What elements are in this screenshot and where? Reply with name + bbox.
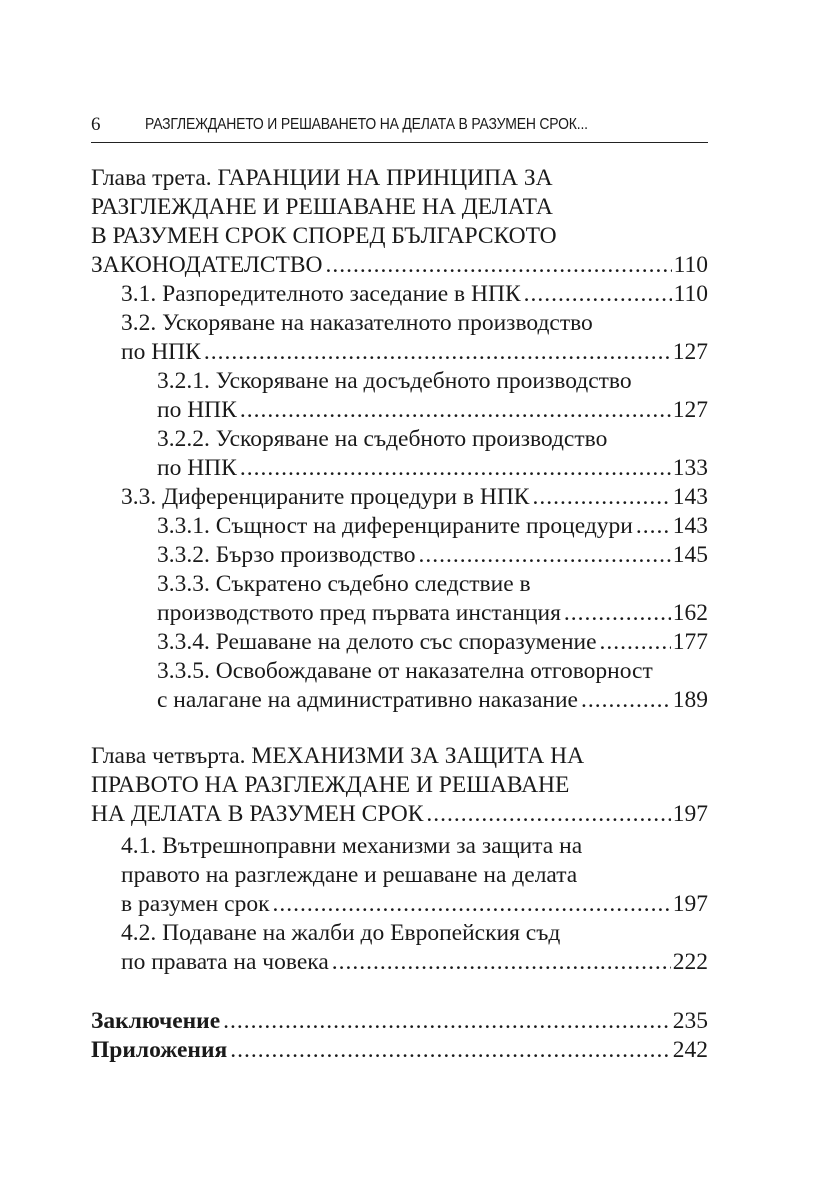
page-ref: 177: [672, 629, 708, 655]
page-number: 6: [91, 114, 101, 135]
leader-dots: [240, 395, 671, 425]
page-ref: 197: [672, 801, 708, 827]
page-ref: 143: [672, 513, 708, 539]
section-3-3-5-title-line-1: 3.3.5. Освобождаване от наказателна отговорност: [157, 658, 653, 684]
page-ref: 143: [672, 484, 708, 510]
section-title: 3.3.4. Решаване на делото със споразумение: [157, 629, 597, 655]
page-ref: 242: [672, 1037, 708, 1063]
section-3-2-title-line-1: 3.2. Ускоряване на наказателното производство: [121, 310, 593, 336]
leader-dots: [230, 1035, 671, 1065]
section-3-3-entry[interactable]: [121, 482, 708, 512]
page-ref: 197: [672, 891, 708, 917]
section-4-2-title-line-1: 4.2. Подаване на жалби до Европейския съд: [121, 920, 561, 946]
section-3-3-3-entry[interactable]: [157, 598, 708, 628]
conclusion-entry[interactable]: [91, 1006, 708, 1036]
section-3-3-3-title-line-1: 3.3.3. Съкратено съдебно следствие в: [157, 571, 531, 597]
appendices-entry[interactable]: [91, 1035, 708, 1065]
chapter-4-entry[interactable]: [91, 799, 708, 829]
section-3-3-2-entry[interactable]: [157, 540, 708, 570]
section-title: 3.1. Разпоредителното заседание в НПК: [121, 281, 521, 307]
leader-dots: [524, 279, 672, 309]
section-title-line-2: по НПК: [157, 397, 237, 423]
section-4-2-entry[interactable]: [121, 947, 708, 977]
chapter-4-title-line-2: ПРАВОТО НА РАЗГЛЕЖДАНЕ И РЕШАВАНЕ: [91, 772, 570, 798]
chapter-3-entry[interactable]: [91, 250, 708, 280]
section-3-2-2-title-line-1: 3.2.2. Ускоряване на съдебното производство: [157, 426, 608, 452]
section-3-1-entry[interactable]: [121, 279, 708, 309]
chapter-3-title-line-2: РАЗГЛЕЖДАНЕ И РЕШАВАНЕ НА ДЕЛАТА: [91, 194, 553, 220]
leader-dots: [426, 799, 670, 829]
section-3-2-1-title-line-1: 3.2.1. Ускоряване на досъдебното производство: [157, 368, 632, 394]
leader-dots: [272, 889, 670, 919]
leader-dots: [223, 1006, 671, 1036]
leader-dots: [419, 540, 671, 570]
running-header: [91, 114, 708, 143]
section-3-2-entry[interactable]: [121, 337, 708, 367]
chapter-3-title-line-3: В РАЗУМЕН СРОК СПОРЕД БЪЛГАРСКОТО: [91, 223, 557, 249]
section-3-2-2-entry[interactable]: [157, 453, 708, 483]
page-ref: 222: [672, 949, 708, 975]
chapter-3-title-line-4: ЗАКОНОДАТЕЛСТВО: [91, 252, 323, 278]
page-ref: 235: [672, 1008, 708, 1034]
leader-dots: [332, 947, 671, 977]
page-ref: 127: [672, 339, 708, 365]
page-ref: 145: [672, 542, 708, 568]
section-title: 3.3.1. Същност на диференцираните процедури: [157, 513, 633, 539]
section-title-line-2: по НПК: [157, 455, 237, 481]
section-title-line-2: по НПК: [121, 339, 201, 365]
leader-dots: [564, 598, 671, 628]
section-title-line-2: с налагане на административно наказание: [157, 687, 578, 713]
page-ref: 110: [673, 281, 708, 307]
page-ref: 110: [673, 252, 708, 278]
section-3-2-1-entry[interactable]: [157, 395, 708, 425]
section-title: 3.3. Диференцираните процедури в НПК: [121, 484, 530, 510]
leader-dots: [532, 482, 670, 512]
conclusion-title: Заключение: [91, 1008, 221, 1034]
section-4-1-title-line-2: правото на разглеждане и решаване на делата: [121, 862, 578, 888]
page-ref: 189: [672, 687, 708, 713]
leader-dots: [240, 453, 671, 483]
section-title-line-3: в разумен срок: [121, 891, 270, 917]
section-title: 3.3.2. Бързо производство: [157, 542, 416, 568]
appendices-title: Приложения: [91, 1037, 228, 1063]
section-3-3-5-entry[interactable]: [157, 685, 708, 715]
section-4-1-entry[interactable]: [121, 889, 708, 919]
page-ref: 133: [672, 455, 708, 481]
section-4-1-title-line-1: 4.1. Вътрешноправни механизми за защита на: [121, 833, 583, 859]
section-title-line-2: производството пред първата инстанция: [157, 600, 561, 626]
page-ref: 127: [672, 397, 708, 423]
running-title: РАЗГЛЕЖДАНЕТО И РЕШАВАНЕТО НА ДЕЛАТА В РАЗУМЕН СРОК...: [145, 116, 588, 133]
chapter-4-title-line-3: НА ДЕЛАТА В РАЗУМЕН СРОК: [91, 801, 424, 827]
section-3-3-4-entry[interactable]: [157, 627, 708, 657]
chapter-4-title-line-1: Глава четвърта. МЕХАНИЗМИ ЗА ЗАЩИТА НА: [91, 743, 585, 769]
leader-dots: [600, 627, 671, 657]
leader-dots: [326, 250, 672, 280]
leader-dots: [581, 685, 671, 715]
chapter-3-title-line-1: Глава трета. ГАРАНЦИИ НА ПРИНЦИПА ЗА: [91, 165, 553, 191]
section-3-3-1-entry[interactable]: [157, 511, 708, 541]
page-ref: 162: [672, 600, 708, 626]
leader-dots: [636, 511, 671, 541]
section-title-line-2: по правата на човека: [121, 949, 329, 975]
leader-dots: [204, 337, 671, 367]
